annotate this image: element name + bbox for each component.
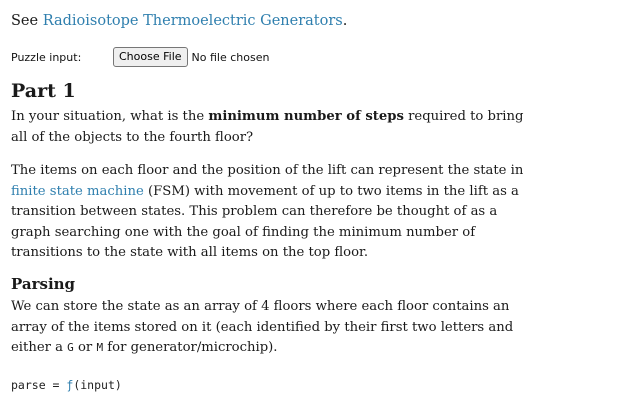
question-suffix: required to bring all of the objects to the fourth floor?	[11, 109, 524, 145]
parsing-suffix: for generator/microchip).	[103, 340, 278, 355]
fsm-link[interactable]: finite state machine	[11, 183, 144, 199]
parse-code-line[interactable]	[11, 376, 122, 394]
code-m: M	[96, 341, 104, 354]
part1-explanation	[11, 161, 531, 264]
parsing-prefix: We can store the state as an array of 4 floors where each floor contains an array of the items stored on it (each identified by their first two letters and either a	[11, 299, 514, 355]
intro-line	[11, 11, 347, 31]
file-status-text: No file chosen	[191, 50, 270, 64]
code-prefix: parse =	[11, 378, 67, 392]
rtg-link[interactable]: Radioisotope Thermoelectric Generators	[42, 13, 343, 29]
explain-suffix: (FSM) with movement of up to two items in the lift as a transition between states. This problem can therefore be thought of as a graph searching one with the goal of finding the minimum number of transitions to the state with all items on the top floor.	[11, 183, 519, 260]
puzzle-input-row	[11, 47, 269, 67]
part1-question	[11, 107, 531, 148]
question-bold: minimum number of steps	[208, 109, 404, 124]
parsing-mid: or	[73, 340, 97, 355]
intro-prefix: See	[11, 13, 43, 29]
parsing-text	[11, 297, 531, 359]
intro-suffix: .	[342, 13, 348, 29]
explain-prefix: The items on each floor and the position of the lift can represent the state in	[11, 163, 524, 178]
puzzle-input-label: Puzzle input:	[11, 50, 82, 64]
parsing-heading: Parsing	[11, 275, 76, 293]
choose-file-button[interactable]: Choose File	[113, 47, 188, 67]
code-suffix: (input)	[73, 378, 122, 392]
question-prefix: In your situation, what is the	[11, 109, 209, 124]
part1-heading: Part 1	[11, 80, 76, 102]
code-g: G	[67, 341, 74, 354]
function-symbol: ƒ	[66, 378, 74, 392]
